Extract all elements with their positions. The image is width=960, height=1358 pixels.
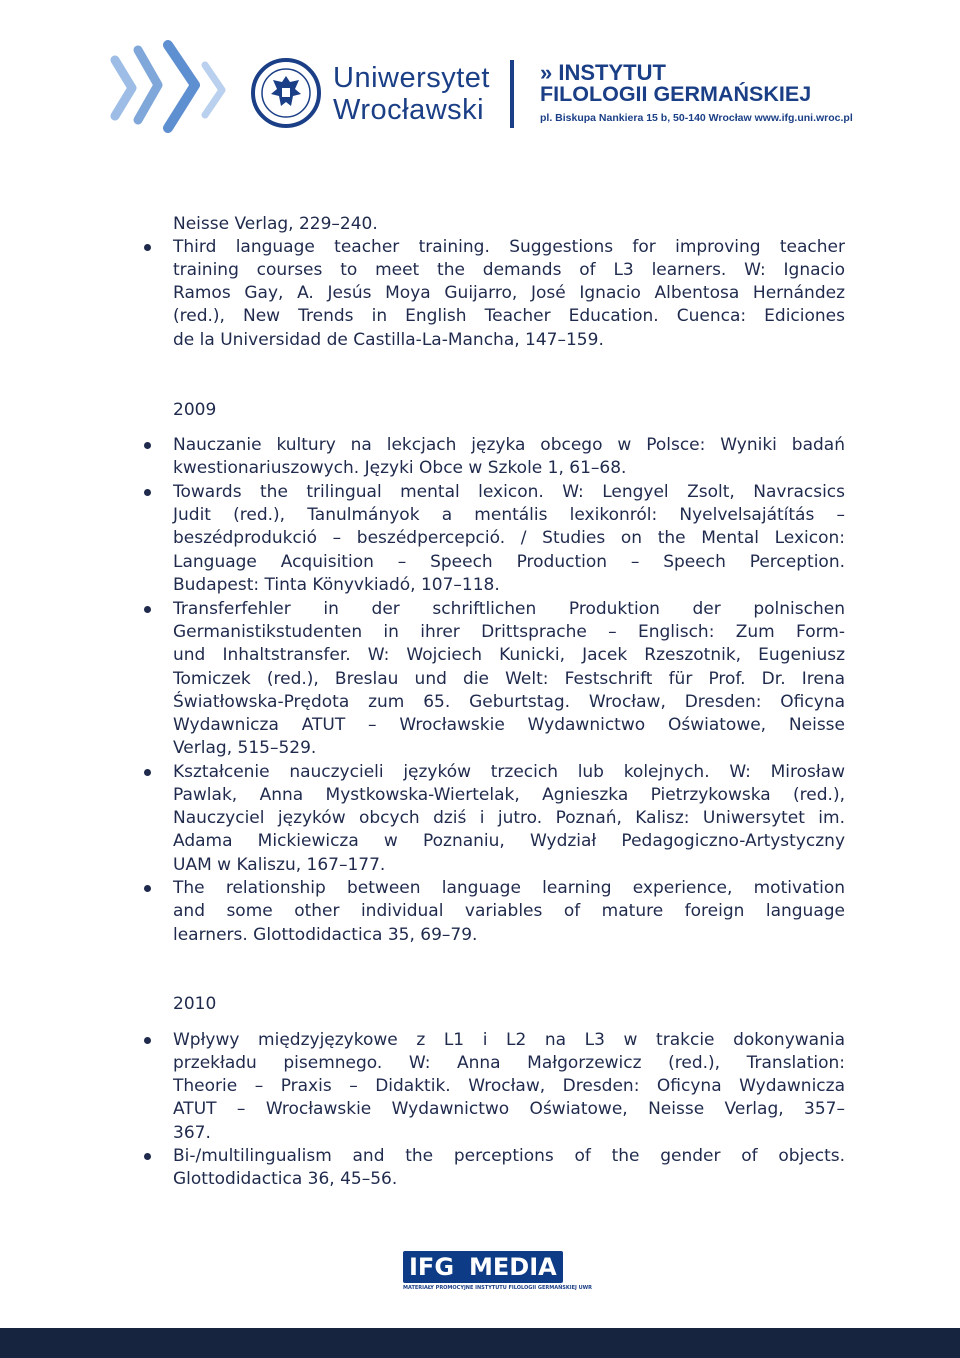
institute-title: INSTYTUT	[558, 60, 666, 85]
text-line: Nauczyciel języków obcych dziś i jutro. Poznań, Kalisz: Uniwersytet im.	[173, 808, 845, 828]
text-line: learners. Glottodidactica 35, 69–79.	[173, 925, 478, 945]
bullet	[144, 489, 151, 496]
text-line: Verlag, 515–529.	[173, 738, 317, 758]
text-line: przekładu pisemnego. W: Anna Małgorzewicz (red.), Translation:	[173, 1053, 845, 1073]
bullet	[144, 606, 151, 613]
text-line: Language Acquisition – Speech Production – Speech Perception.	[173, 552, 845, 572]
text-line: Tomiczek (red.), Breslau und die Welt: Festschrift für Prof. Dr. Irena	[173, 669, 845, 689]
text-line: Budapest: Tinta Könyvkiadó, 107–118.	[173, 575, 500, 595]
text-line: Bi-/multilingualism and the perceptions of the gender of objects.	[173, 1146, 845, 1166]
logo-subline: MATERIAŁY PROMOCYJNE INSTYTUTU FILOLOGII GERMAŃSKIEJ UWR	[403, 1285, 593, 1291]
university-name-line1: Uniwersytet	[333, 62, 490, 94]
text-line: 367.	[173, 1123, 211, 1143]
page-header	[0, 0, 960, 180]
text-line: Wydawnicza ATUT – Wrocławskie Wydawnictwo Oświatowe, Neisse	[173, 715, 845, 735]
bullet	[144, 244, 151, 251]
text-line: ATUT – Wrocławskie Wydawnictwo Oświatowe, Neisse Verlag, 357–	[173, 1099, 845, 1119]
text-line: training courses to meet the demands of L3 learners. W: Ignacio	[173, 260, 845, 280]
institute-name-line2: FILOLOGII GERMAŃSKIEJ	[540, 82, 812, 106]
institute-prefix: »	[540, 60, 553, 85]
institute-name-line1	[540, 62, 666, 84]
text-line: Kształcenie nauczycieli języków trzecich lub kolejnych. W: Mirosław	[173, 762, 845, 782]
bullet	[144, 885, 151, 892]
ifg-media-logo	[403, 1251, 593, 1295]
logo-text-media: MEDIA	[469, 1253, 557, 1281]
header-divider	[510, 60, 514, 128]
footer-bar	[0, 1328, 960, 1358]
university-seal-logo	[251, 58, 321, 128]
text-line: Pawlak, Anna Mystkowska-Wiertelak, Agnieszka Pietrzykowska (red.),	[173, 785, 845, 805]
text-line: Germanistikstudenten in ihrer Drittsprache – Englisch: Zum Form-	[173, 622, 845, 642]
bullet	[144, 442, 151, 449]
text-line: Third language teacher training. Suggestions for improving teacher	[173, 237, 845, 257]
text-line: Neisse Verlag, 229–240.	[173, 214, 378, 234]
bullet	[144, 1153, 151, 1160]
text-line: und Inhaltstransfer. W: Wojciech Kunicki, Jacek Rzeszotnik, Eugeniusz	[173, 645, 845, 665]
university-name-line2: Wrocławski	[333, 94, 485, 126]
year-heading-2009: 2009	[173, 400, 217, 420]
text-line: kwestionariuszowych. Języki Obce w Szkole 1, 61–68.	[173, 458, 627, 478]
bullet	[144, 1037, 151, 1044]
text-line: Nauczanie kultury na lekcjach języka obcego w Polsce: Wyniki badań	[173, 435, 845, 455]
text-line: UAM w Kaliszu, 167–177.	[173, 855, 386, 875]
text-line: beszédprodukció – beszédpercepció. / Studies on the Mental Lexicon:	[173, 528, 845, 548]
chevrons-decoration	[100, 40, 250, 140]
bullet	[144, 769, 151, 776]
year-heading-2010: 2010	[173, 994, 217, 1014]
text-line: Theorie – Praxis – Didaktik. Wrocław, Dresden: Oficyna Wydawnicza	[173, 1076, 845, 1096]
text-line: de la Universidad de Castilla-La-Mancha, 147–159.	[173, 330, 604, 350]
logo-text-ifg: IFG	[409, 1253, 455, 1281]
text-line: Glottodidactica 36, 45–56.	[173, 1169, 398, 1189]
text-line: (red.), New Trends in English Teacher Education. Cuenca: Ediciones	[173, 306, 845, 326]
eagle-icon	[255, 62, 317, 124]
text-line: Judit (red.), Tanulmányok a mentális lexikonról: Nyelvelsajátítás –	[173, 505, 845, 525]
text-line: The relationship between language learning experience, motivation	[173, 878, 845, 898]
text-line: Transferfehler in der schriftlichen Produktion der polnischen	[173, 599, 845, 619]
text-line: Adama Mickiewicza w Poznaniu, Wydział Pedagogiczno-Artystyczny	[173, 831, 845, 851]
text-line: Ramos Gay, A. Jesús Moya Guijarro, José Ignacio Albentosa Hernández	[173, 283, 845, 303]
text-line: Światłowska-Prędota zum 65. Geburtstag. Wrocław, Dresden: Oficyna	[173, 692, 845, 712]
text-line: Towards the trilingual mental lexicon. W: Lengyel Zsolt, Navracsics	[173, 482, 845, 502]
text-line: and some other individual variables of mature foreign language	[173, 901, 845, 921]
institute-address: pl. Biskupa Nankiera 15 b, 50-140 Wrocław www.ifg.uni.wroc.pl	[540, 112, 853, 124]
text-line: Wpływy międzyjęzykowe z L1 i L2 na L3 w trakcie dokonywania	[173, 1030, 845, 1050]
